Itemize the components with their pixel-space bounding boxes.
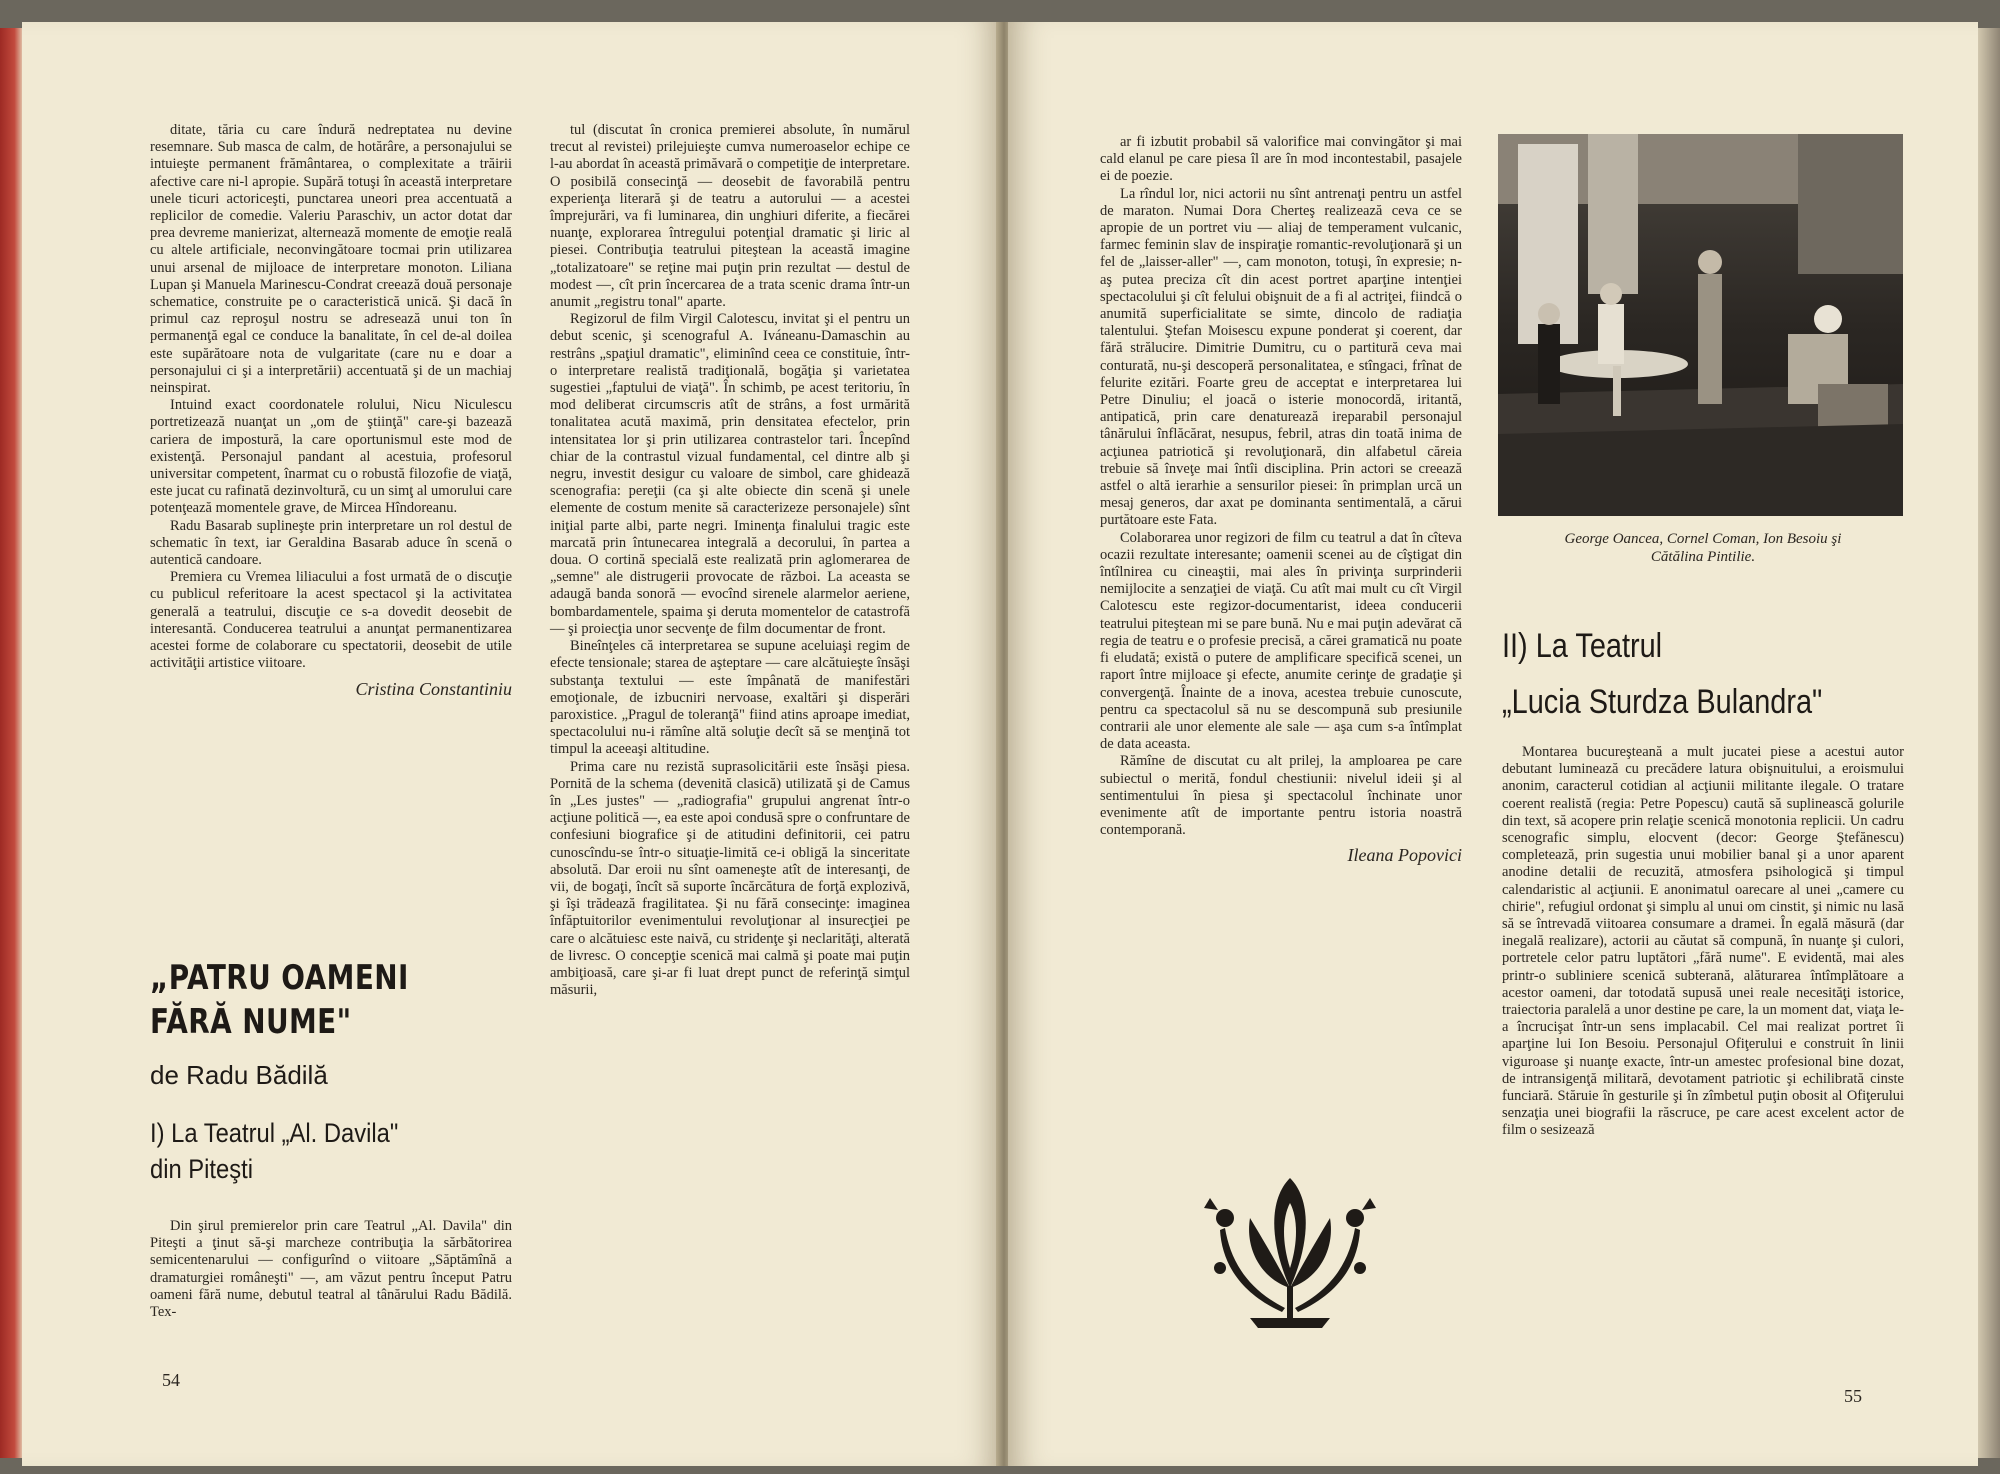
left-column-1 [150, 122, 512, 698]
paragraph: Colaborarea unor regizori de film cu teatrul a dat în cîteva ocazii rezultate interesante; oamenii scenei au de cîştigat din întîlnirea cu cineaştii, mai ales în privinţa surprinderii nemijlocite a senzaţiei de viaţă. Cu atît mai mult cu cît Virgil Calotescu este regizor-documentarist, ideea conducerii teatrului piteştean mi se pare bună. Nu e mai puţin adevărat că regia de teatru e o profesie precisă, a cărei gramatică nu poate fi eludată; există o putere de amplificare specifică scenei, un raport între mijloace şi efecte, anumite cerinţe de gradaţie şi convergenţă. Înainte de a inova, acestea trebuie cunoscute, pentru ca spectacolul să nu se descompună sub presiunile contrarii ale unor elemente ale sale — aşa cum s-a întîmplat de data aceasta. [1100, 529, 1462, 753]
signature-cristina: Cristina Constantiniu [355, 678, 512, 699]
article-title-block [150, 956, 520, 1187]
section-2-heading-line1: II) La Teatrul [1502, 627, 1663, 665]
paragraph: Radu Basarab suplineşte prin interpretare un rol destul de schematic în text, iar Geraldina Basarab aduce în scenă o autentică candoare. [150, 517, 512, 569]
paragraph: La rîndul lor, nici actorii nu sînt antrenaţi pentru un astfel de maraton. Numai Dora Cherteş realizează ceva ce se apropie de un portret viu — aliaj de temperament vulcanic, farmec feminin slav de inspiraţie romantic-revoluţionară şi un fel de „laisser-aller" —, cam monoton, totuşi, în expresie; n-aş putea preciza cît din acest portret aparţine intenţiei spectacolului şi cît felului obişnuit de a fi al actriţei, fiindcă o anumită superficialitate se simte, dincolo de radiaţia talentului. Ştefan Moisescu expune ponderat şi coerent, dar fără strălucire. Dimitrie Dumitru, cu o partitură ceva mai conturată, nu-şi descoperă personalitatea, e stîngaci, frînat de felurite ezitări. Foarte greu de acceptat e interpretarea lui Petre Dinuliu; el joacă o isterie monocordă, iritantă, antipatică, prin care denaturează ireparabil personajul tânărului înflăcărat, nesupus, febril, atras din toată inima de acţiunea patriotică şi revoluţionară, din alfabetul căreia trebuie să înveţe mai întîi disciplina. Prin actori se creează astfel o altă ierarhie a sensurilor piesei: în primplan urcă un mesaj generos, dar axat pe dominanta sentimentală, a cărui purtătoare este Fata. [1100, 185, 1462, 529]
section-1-heading-line2: din Piteşti [150, 1154, 254, 1184]
left-column-1-bottom [150, 1218, 512, 1321]
paragraph: Rămîne de discutat cu alt prilej, la amploarea pe care subiectul o merită, fondul chestiunii: nivelul ideii şi al sentimentului în piesa şi spectacolul închinate unor evenimente atît de importante pentru istoria noastră contemporană. [1100, 753, 1462, 839]
book-cover-edge-left [0, 28, 24, 1458]
left-page [22, 22, 1000, 1466]
book-cover-edge-right [1976, 28, 2000, 1458]
right-column-2 [1502, 744, 1904, 1140]
left-column-2 [550, 122, 910, 999]
paragraph: ar fi izbutit probabil să valorifice mai convingător şi mai cald elanul pe care piesa îl are în mod incontestabil, pasajele ei de poezie. [1100, 134, 1462, 185]
page-number-left: 54 [162, 1370, 180, 1390]
stage-photo-image [1498, 134, 1903, 516]
paragraph: Bineînţeles că interpretarea se supune aceluiaşi regim de efecte tensionale; starea de aşteptare — care alcătuieşte însăşi substanţa textului — este împânată de manifestări emoţionale, de izbucniri nervoase, exaltări şi disperări paroxistice. „Pragul de toleranţă" fiind atins aproape imediat, spectacolului nu-i rămîne altă soluţie decît să se menţină tot timpul la aceeaşi altitudine. [550, 638, 910, 758]
paragraph: Regizorul de film Virgil Calotescu, invitat şi el pentru un debut scenic, şi scenograful A. Iváneanu-Damaschin au restrâns „spaţiul dramatic", eliminînd ceea ce constituie, într-o interpretare realistă tradiţională, bogăţia şi varietatea sugestiei „faptului de viaţă". În schimb, pe acest teritoriu, în mod deliberat circumscris atît de strâns, a fost urmărită tonalitatea acută maximă, prin densitatea efectelor, prin intensitatea lor şi prin utilizarea contrastelor tari. Începînd chiar de la contrastul vizual fundamental, cel dintre alb şi negru, investit desigur cu valoare de simbol, care ghidează scenografia: pereţii (ca şi alte obiecte din scenă şi unele elemente de costum menite să caracterizeze personajele) sînt iniţial parte albi, parte negri. Iminenţa finalului tragic este marcată prin întunecarea integrală a decorului, în partea a doua. O cortină specială este realizată prin aglomerarea de „semne" ale distrugerii provocate de război. La aceasta se adaugă banda sonoră — evocînd sirenele alarmelor aeriene, bombardamentele, spaima şi deruta momentelor de catastrofă — şi proiecţia unor secvenţe de film documentar de front. [550, 311, 910, 637]
article-author: de Radu Bădilă [150, 1060, 328, 1090]
section-2-heading [1502, 624, 1922, 724]
right-column-1 [1100, 134, 1462, 865]
stage-photo [1498, 134, 1903, 516]
section-2-heading-line2: „Lucia Sturdza Bulandra" [1502, 683, 1823, 721]
section-1-heading-line1: I) La Teatrul „Al. Davila" [150, 1118, 399, 1148]
paragraph: Prima care nu rezistă suprasolicitării este însăşi piesa. Pornită de la schema (devenită clasică) utilizată şi de Camus în „Les justes" — „radiografia" grupului angrenat într-o acţiune politică —, ea este apoi condusă spre o confruntare de confesiuni biografice şi de atitudini definitorii, cei patru cunoscîndu-se într-o situaţie-limită ce-i obligă la sinceritate absolută. Dar eroii nu sînt oameneşte atît de interesanţi, de vii, de bogaţi, încît să suporte încărcătura de forţă explozivă, şi îşi trădează fragilitatea. Şi nu fără consecinţe: imaginea înfăptuitorilor evenimentului revoluţionar al insurecţiei pe care o alcătuiesc este naivă, cu stridenţe şi neclarităţi, alterată de livresc. O concepţie scenică mai calmă şi poate mai puţin ambiţioasă, care şi-ar fi luat drept punct de referinţă simţul măsurii, [550, 758, 910, 999]
paragraph: tul (discutat în cronica premierei absolute, în numărul trecut al revistei) prilejuieşte cumva numeroaselor echipe ce l-au abordat în această primăvară o competiţie de interpretare. O posibilă consecinţă — deosebit de favorabilă pentru experienţa literară şi de teatru a autorului — a acestei împrejurări, va fi luminarea, din unghiuri diferite, a fiecărei nuanţe, explorarea întregului potenţial dramatic şi liric al piesei. Contribuţia teatrului piteştean la această imagine „totalizatoare" se reţine mai puţin prin rezultat — destul de modest —, cît prin încercarea de a trata scenic drama într-un anumit „registru tonal" aparte. [550, 122, 910, 311]
floral-ornament-icon [1190, 1158, 1390, 1338]
paragraph: ditate, tăria cu care îndură nedreptatea nu devine resemnare. Sub masca de calm, de hotărâre, a personajului se intuieşte permanent frământarea, o complexitate a trăirii afective care ni-l apropie. Supără totuşi în această interpretare unele ticuri actoriceşti, punctarea uneori prea accentuată a replicilor de comedie. Valeriu Paraschiv, un actor dotat dar prea devreme manierizat, alternează momente de emoţie reală cu altele artificiale, neconvingătoare tocmai prin utilizarea unui arsenal de mijloace de interpretare monoton. Liliana Lupan şi Manuela Marinescu-Condrat creează două personaje schematice, construite pe o caracteristică unică. Şi dacă în primul caz reproşul nostru se adresează unui ton în permanenţă egal ce conduce la banalitate, în cel de-al doilea este supărătoare nota de vulgaritate (care nu e doar a personajului ci şi a interpretării) accentuată şi de un machiaj neinspirat. [150, 122, 512, 397]
paragraph: Montarea bucureşteană a mult jucatei piese a acestui autor debutant luminează cu precădere latura obişnuitului, a eroismului anonim, caracterul cotidian al acţiunii militante ilegale. O tratare coerent realistă (regia: Petre Popescu) caută să suplinească golurile din text, să acopere prin relaţie scenică monotonia replicii. Un cadru scenografic simplu, elocvent (decor: George Ştefănescu) completează, prin sugestia unui mobilier banal şi a unor aparent anodine detalii de recuzită, atmosfera psihologică şi timpul calendaristic al acţiunii. E anonimatul oarecare al unei „camere cu chirie", refugiul ordonat şi simplu al unui om cinstit, şi nimic nu lasă să se întrevadă viitoarea consumare a dramei. În egală măsură (dar inegală realizare), actorii au căutat să compună, în nuanţe şi culori, portretele celor patru luptători „fără nume". E evidentă, mai ales printr-o subliniere scenică subterană, alăturarea întîmplătoare a acestor oameni, dar totodată supusă unei reale necesităţi istorice, traiectoria paralelă a unor destine pe care, la un moment dat, viaţa le-a încrucişat într-un sens implacabil. Cel mai realizat portret îi aparţine lui Ion Besoiu. Personajul Ofiţerului e construit în linii viguroase şi nuanţe exacte, într-un amestec profesional bine dozat, de intransigenţă militară, devotament patriotic şi echilibrată cinste funciară. Stăruie în gesturile şi în zîmbetul puţin obosit al Ofiţerului senzaţia unei biografii la răscruce, pe care acest excelent actor de film o sesizează [1502, 744, 1904, 1139]
photo-caption: George Oancea, Cornel Coman, Ion Besoiu şi Cătălina Pintilie. [1564, 531, 1842, 565]
article-title-line1: „PATRU OAMENI [150, 958, 409, 998]
paragraph: Intuind exact coordonatele rolului, Nicu Niculescu portretizează nuanţat un „om de ştiinţă" care-şi bazează cariera de impostură, la care oportunismul este mod de existenţă. Personajul pandant al acestuia, profesorul universitar competent, înarmat cu o robustă filozofie de viaţă, este jucat cu rafinată dezinvoltură, cu un simţ al umorului care potenţează momentele grave, de Mircea Hîndoreanu. [150, 397, 512, 517]
paragraph: Premiera cu Vremea liliacului a fost urmată de o discuţie cu publicul referitoare la acest spectacol şi la activitatea generală a teatrului, discuţie ce s-a dovedit deosebit de interesantă. Conducerea teatrului a anunţat permanentizarea acestei forme de colaborare cu spectatorii, deosebit de utile activităţii artistice viitoare. [150, 569, 512, 672]
signature-ileana: Ileana Popovici [1347, 845, 1462, 866]
right-page [1008, 22, 1978, 1466]
paragraph: Din şirul premierelor prin care Teatrul „Al. Davila" din Piteşti a ţinut să-şi marcheze contribuţia la sărbătorirea semicentenarului — configurînd o viitoare „Săptămînă a dramaturgiei româneşti" —, am văzut pentru început Patru oameni fără nume, debutul teatral al tânărului Radu Bădilă. Tex- [150, 1218, 512, 1321]
article-title-line2: FĂRĂ NUME" [150, 1002, 352, 1042]
page-number-right: 55 [1844, 1386, 1862, 1406]
